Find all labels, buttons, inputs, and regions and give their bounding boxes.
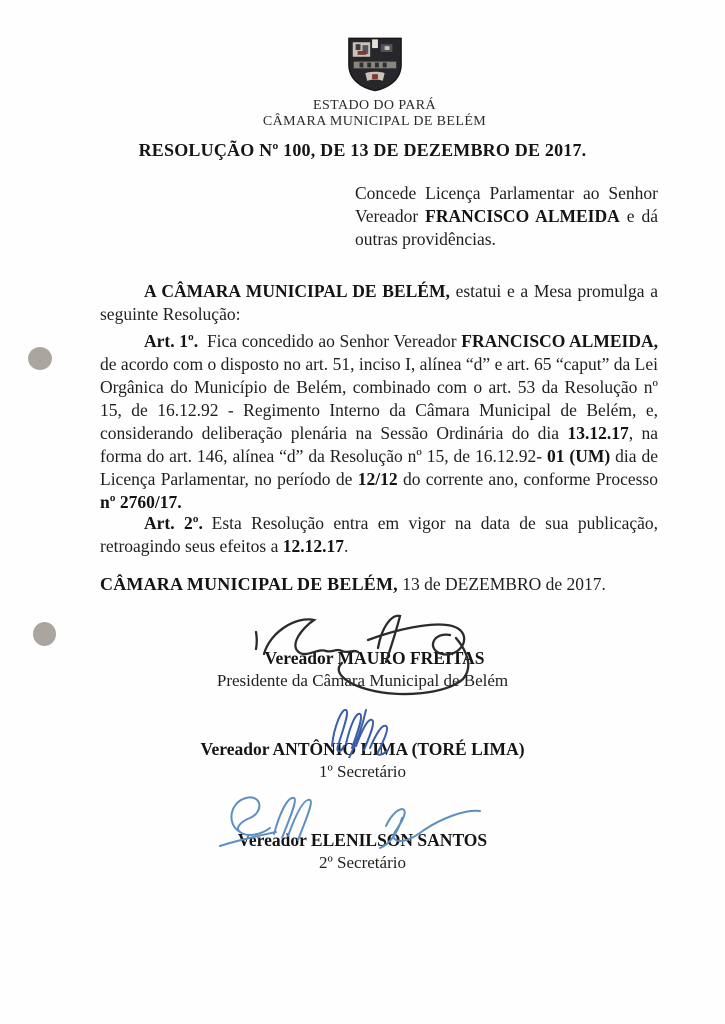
signer-name-mauro-freitas: Vereador MAURO FREITAS <box>264 648 485 668</box>
signer-role-president: Presidente da Câmara Municipal de Belém <box>216 671 509 690</box>
dateline: CÂMARA MUNICIPAL DE BELÉM, 13 de DEZEMBRO de 2017. <box>100 574 606 594</box>
org-chamber-line: CÂMARA MUNICIPAL DE BELÉM <box>262 114 487 129</box>
preamble-paragraph: A CÂMARA MUNICIPAL DE BELÉM, estatui e a Mesa promulga a seguinte Resolução: <box>100 281 658 324</box>
coat-of-arms-icon <box>346 36 404 93</box>
elenilson-santos-signature-icon <box>218 788 483 850</box>
article-1-paragraph: Art. 1º. Fica concedido ao Senhor Vereador FRANCISCO ALMEIDA, de acordo com o disposto no art. 51, inciso I, alínea “d” e art. 65 “caput” da Lei Orgânica do Município de Belém, combinado com o art. 53 da Resolução nº 15, de 16.12.92 - Regimento Interno da Câmara Municipal de Belém, e, considerando deliberação plenária na Sessão Ordinária do dia 13.12.17, na forma do art. 146, alínea “d” da Resolução nº 15, de 16.12.92- 01 (UM) dia de Licença Parlamentar, no período de 12/12 do corrente ano, conforme Processo nº 2760/17. <box>100 331 659 512</box>
punch-hole-bottom <box>33 622 56 646</box>
recital-paragraph: Concede Licença Parlamentar ao Senhor Vereador FRANCISCO ALMEIDA e dá outras providências. <box>355 183 659 249</box>
resolution-title: RESOLUÇÃO Nº 100, DE 13 DE DEZEMBRO DE 2017. <box>138 140 587 160</box>
signer-role-first-secretary: 1º Secretário <box>319 762 406 781</box>
punch-hole-top <box>28 347 52 370</box>
letterhead <box>12 36 725 130</box>
org-state-line: ESTADO DO PARÁ <box>313 98 436 113</box>
mauro-freitas-signature-icon <box>250 602 485 697</box>
signer-role-second-secretary: 2º Secretário <box>319 853 406 872</box>
article-2-paragraph: Art. 2º. Esta Resolução entra em vigor na data de sua publicação, retroagindo seus efeitos a 12.12.17. <box>100 513 658 556</box>
antonio-lima-signature-icon <box>322 696 402 758</box>
signer-name-antonio-lima: Vereador ANTÔNIO LIMA (TORÉ LIMA) <box>200 739 525 759</box>
signer-name-elenilson-santos: Vereador ELENILSON SANTOS <box>237 830 488 850</box>
